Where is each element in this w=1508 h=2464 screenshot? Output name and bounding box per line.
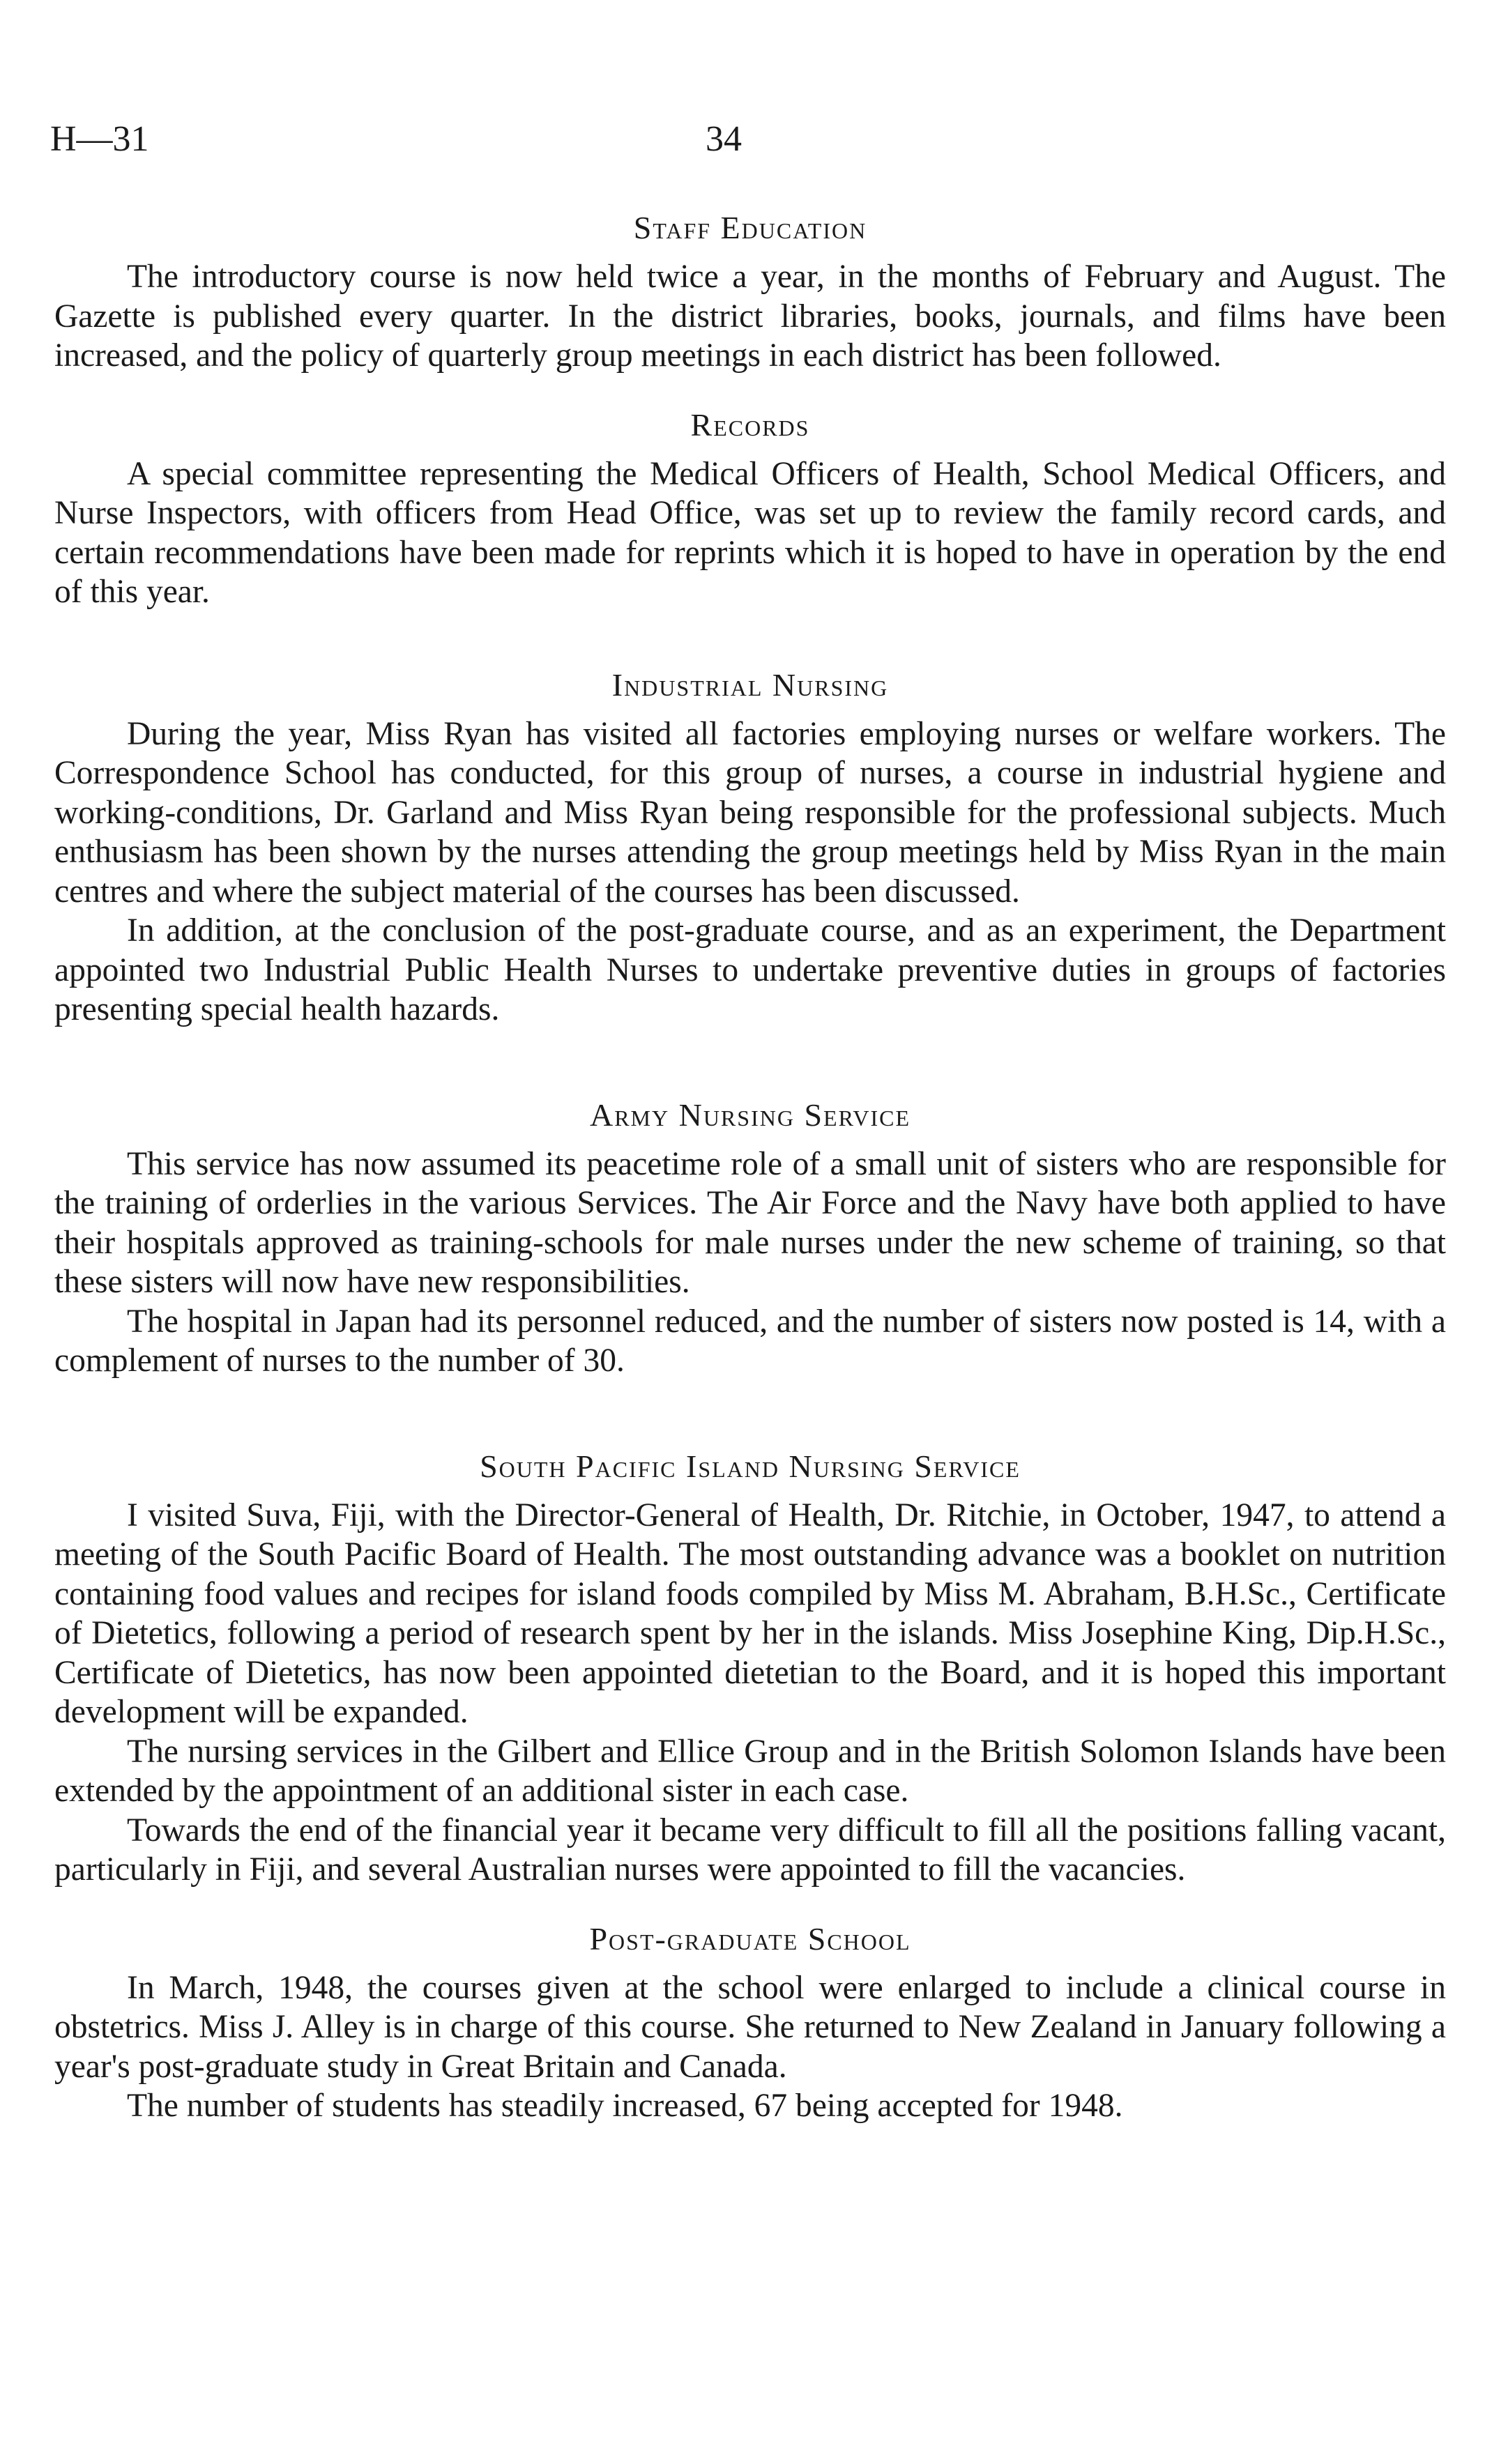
page-header: [50, 118, 1443, 167]
paragraph: Towards the end of the financial year it became very difficult to fill all the positions falling vacant, particularly in Fiji, and several Australian nurses were appointed to fill the vacancies.: [54, 1812, 1446, 1888]
paragraph: I visited Suva, Fiji, with the Director-General of Health, Dr. Ritchie, in October, 1947, to attend a meeting of the South Pacific Board of Health. The most outstanding advance was a booklet on nutrition containing food values and recipes for island foods compiled by Miss M. Abraham, B.H.Sc., Certificate of Dietetics, following a period of research spent by her in the islands. Miss Josephine King, Dip.H.Sc., Certificate of Dietetics, has now been appointed dietetian to the Board, and it is hoped this important development will be expanded.: [54, 1497, 1446, 1730]
paragraph: This service has now assumed its peacetime role of a small unit of sisters who are responsible for the training of orderlies in the various Services. The Air Force and the Navy have both applied to have their hospitals approved as training-schools for male nurses under the new scheme of training, so that these sisters will now have new responsibilities.: [54, 1145, 1446, 1300]
paragraph: The introductory course is now held twice a year, in the months of February and August. The Gazette is published every quarter. In the district libraries, books, journals, and films have been increased, and the policy of quarterly group meetings in each district has been followed.: [54, 259, 1446, 374]
section-title-south-pacific-island-nursing-service: South Pacific Island Nursing Service: [480, 1448, 1021, 1484]
paragraph: The hospital in Japan had its personnel reduced, and the number of sisters now posted is 14, with a complement of nurses to the number of 30.: [54, 1303, 1446, 1379]
section-title-records: Records: [690, 406, 810, 443]
paragraph: In addition, at the conclusion of the post-graduate course, and as an experiment, the Department appointed two Industrial Public Health Nurses to undertake preventive duties in groups of factories presenting special health hazards.: [54, 912, 1446, 1027]
paragraph: The nursing services in the Gilbert and Ellice Group and in the British Solomon Islands have been extended by the appointment of an additional sister in each case.: [54, 1733, 1446, 1809]
paragraph: In March, 1948, the courses given at the school were enlarged to include a clinical course in obstetrics. Miss J. Alley is in charge of this course. She returned to New Zealand in January following a year's post-graduate study in Great Britain and Canada.: [54, 1969, 1446, 2085]
paragraph: During the year, Miss Ryan has visited all factories employing nurses or welfare workers. The Correspondence School has conducted, for this group of nurses, a course in industrial hygiene and working-conditions, Dr. Garland and Miss Ryan being responsible for the professional subjects. Much enthusiasm has been shown by the nurses attending the group meetings held by Miss Ryan in the main centres and where the subject material of the courses has been discussed.: [54, 715, 1446, 910]
page-number: 34: [706, 119, 742, 159]
paragraph: The number of students has steadily increased, 67 being accepted for 1948.: [127, 2088, 1123, 2124]
document-reference: H—31: [50, 119, 149, 159]
section-title-post-graduate-school: Post-graduate School: [589, 1920, 911, 1957]
section-title-staff-education: Staff Education: [633, 210, 867, 245]
page-body: [54, 209, 1446, 2126]
section-title-industrial-nursing: Industrial Nursing: [611, 666, 889, 703]
paragraph: A special committee representing the Medical Officers of Health, School Medical Officers, and Nurse Inspectors, with officers from Head Office, was set up to review the family record cards, and certain recommendations have been made for reprints which it is hoped to have in operation by the end of this year.: [54, 455, 1446, 610]
section-title-army-nursing-service: Army Nursing Service: [589, 1096, 911, 1133]
